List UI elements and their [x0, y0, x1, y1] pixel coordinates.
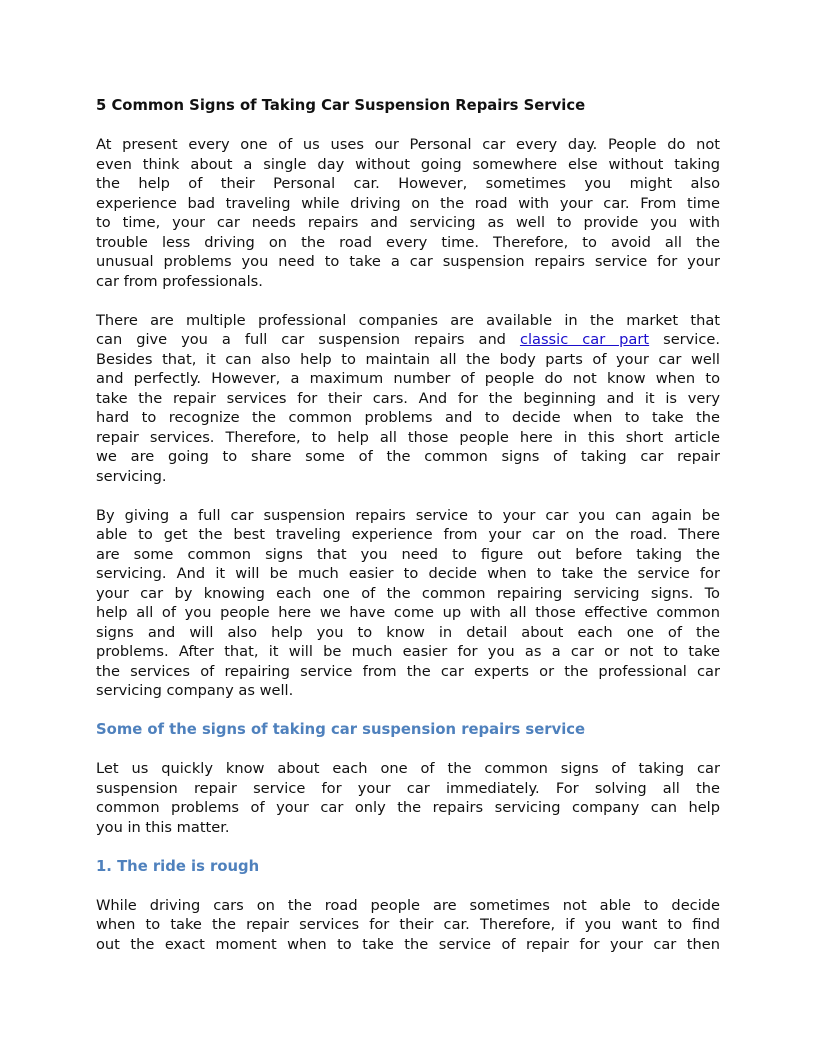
text-line: suspension repair service for your car immediately. For solving all the: [96, 779, 720, 797]
text-line: servicing. And it will be much easier to decide when to take the service for: [96, 565, 720, 582]
classic-car-part-link[interactable]: classic car part: [519, 331, 650, 348]
text-line: hard to recognize the common problems and to decide when to take the: [96, 409, 720, 426]
text-line: Let us quickly know about each one of the common signs of taking car: [96, 760, 720, 777]
text-line: repair services. Therefore, to help all those people here in this short article: [96, 428, 720, 446]
text-line: when to take the repair services for their car. Therefore, if you want to find: [96, 916, 720, 933]
paragraph-3: [96, 506, 720, 701]
text-line: unusual problems you need to take a car suspension repairs service for your: [96, 253, 720, 270]
text-line: to time, your car needs repairs and servicing as well to provide you with: [96, 214, 720, 231]
text-line: trouble less driving on the road every time. Therefore, to avoid all the: [96, 233, 720, 251]
text-segment: can give you a full car suspension repairs and: [96, 331, 520, 348]
text-line: are some common signs that you need to figure out before taking the: [96, 545, 720, 563]
text-line: car from professionals.: [96, 272, 263, 290]
paragraph-4: [96, 759, 720, 837]
section-heading: Some of the signs of taking car suspension repairs service: [96, 721, 586, 738]
text-line: While driving cars on the road people are sometimes not able to decide: [96, 896, 720, 914]
paragraph-1: [96, 135, 720, 291]
text-line: signs and will also help you to know in detail about each one of the: [96, 623, 720, 641]
text-line: your car by knowing each one of the common repairing servicing signs. To: [96, 584, 720, 602]
text-line: Besides that, it can also help to maintain all the body parts of your car well: [96, 350, 720, 368]
text-line: even think about a single day without going somewhere else without taking: [96, 155, 720, 173]
paragraph-5: [96, 896, 720, 955]
document-title: 5 Common Signs of Taking Car Suspension Repairs Service: [96, 97, 586, 114]
text-line: take the repair services for their cars. And for the beginning and it is very: [96, 389, 720, 407]
text-line: problems. After that, it will be much easier for you as a car or not to take: [96, 643, 720, 660]
text-line: There are multiple professional companies are available in the market that: [96, 311, 720, 329]
text-line: servicing.: [96, 467, 167, 485]
text-line: By giving a full car suspension repairs service to your car you can again be: [96, 506, 720, 524]
document-page: [96, 96, 720, 974]
text-line: experience bad traveling while driving on the road with your car. From time: [96, 194, 720, 212]
text-line: [96, 330, 720, 350]
text-line: we are going to share some of the common signs of taking car repair: [96, 448, 720, 465]
text-segment: service.: [649, 331, 721, 348]
text-line: you in this matter.: [96, 818, 230, 836]
text-line: servicing company as well.: [96, 682, 294, 699]
text-line: help all of you people here we have come up with all those effective common: [96, 604, 720, 621]
text-line: and perfectly. However, a maximum number of people do not know when to: [96, 370, 720, 387]
subsection-heading: 1. The ride is rough: [96, 857, 260, 875]
text-line: the help of their Personal car. However, sometimes you might also: [96, 175, 720, 192]
text-line: At present every one of us uses our Personal car every day. People do not: [96, 136, 720, 153]
text-line: the services of repairing service from the car experts or the professional car: [96, 662, 720, 680]
text-line: able to get the best traveling experience from your car on the road. There: [96, 526, 720, 543]
text-line: common problems of your car only the repairs servicing company can help: [96, 799, 720, 816]
paragraph-2: [96, 311, 720, 487]
text-line: out the exact moment when to take the service of repair for your car then: [96, 935, 720, 953]
paragraph-2-rest: [96, 350, 720, 487]
